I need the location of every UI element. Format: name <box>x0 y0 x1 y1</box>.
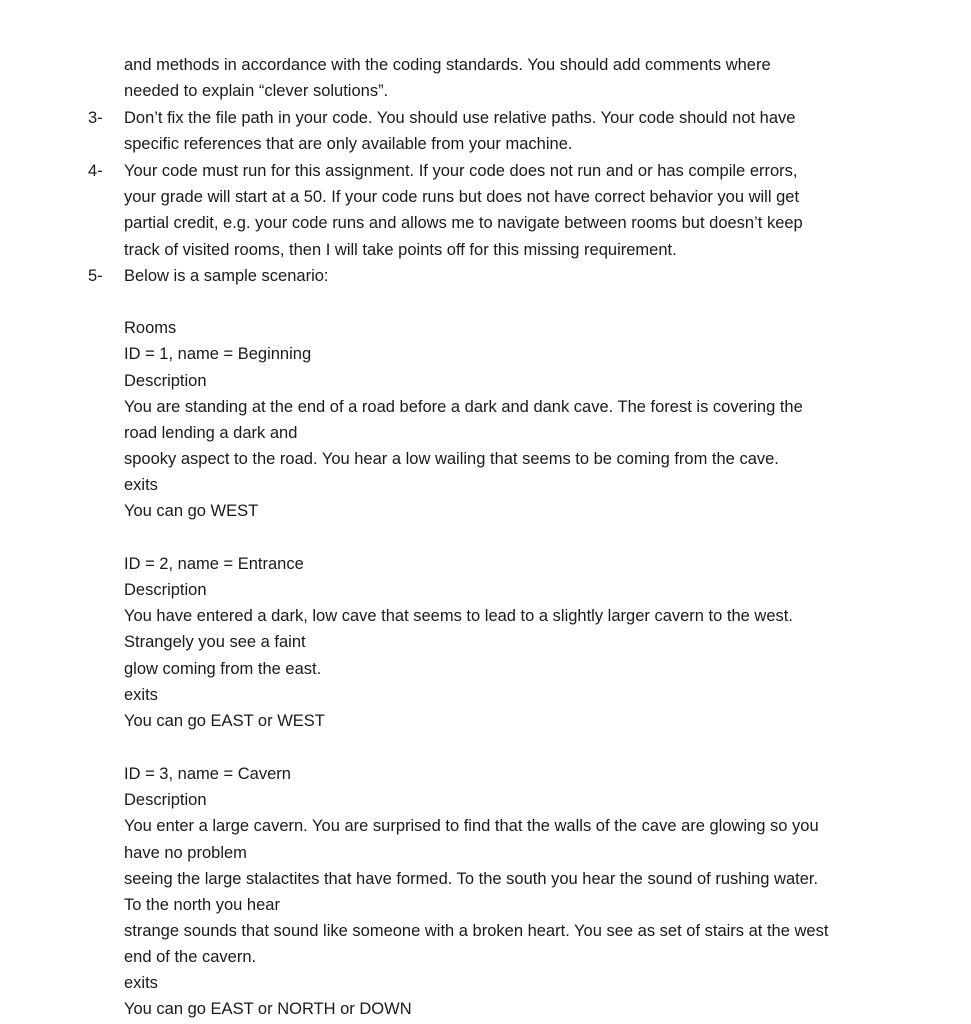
room2-description-label: Description <box>124 581 207 599</box>
room2-exits-label: exits <box>124 686 158 704</box>
room3-description-label: Description <box>124 791 207 809</box>
room1-description-line-2: road lending a dark and <box>124 424 298 442</box>
room2-id-line: ID = 2, name = Entrance <box>124 555 304 573</box>
list-number-4: 4- <box>88 162 103 180</box>
room3-description-line-6: end of the cavern. <box>124 948 257 966</box>
room1-id-line: ID = 1, name = Beginning <box>124 345 312 363</box>
room3-exits-label: exits <box>124 974 158 992</box>
rooms-heading: Rooms <box>124 319 177 337</box>
list-number-3: 3- <box>88 109 103 127</box>
room2-description-line-3: glow coming from the east. <box>124 660 322 678</box>
room1-description-line-3: spooky aspect to the road. You hear a low wailing that seems to be coming from the cave. <box>124 450 779 468</box>
room1-exits-text: You can go WEST <box>124 502 259 520</box>
room3-id-line: ID = 3, name = Cavern <box>124 765 291 783</box>
room3-description-line-2: have no problem <box>124 844 247 862</box>
room3-description-line-1: You enter a large cavern. You are surprised to find that the walls of the cave are glowing so you <box>124 817 819 835</box>
intro-line-1: and methods in accordance with the coding standards. You should add comments where <box>124 56 771 74</box>
room3-description-line-5: strange sounds that sound like someone with a broken heart. You see as set of stairs at the west <box>124 922 829 940</box>
list-number-5: 5- <box>88 267 103 285</box>
intro-line-2: needed to explain “clever solutions”. <box>124 82 389 100</box>
room2-description-line-2: Strangely you see a faint <box>124 633 306 651</box>
item3-line-2: specific references that are only available from your machine. <box>124 135 573 153</box>
item4-line-2: your grade will start at a 50. If your code runs but does not have correct behavior you will get <box>124 188 800 206</box>
room3-description-line-3: seeing the large stalactites that have formed. To the south you hear the sound of rushing water. <box>124 870 819 888</box>
room3-description-line-4: To the north you hear <box>124 896 280 914</box>
item5-line-1: Below is a sample scenario: <box>124 267 329 285</box>
room3-exits-text: You can go EAST or NORTH or DOWN <box>124 1000 412 1018</box>
room1-description-line-1: You are standing at the end of a road before a dark and dank cave. The forest is covering the <box>124 398 803 416</box>
room2-description-line-1: You have entered a dark, low cave that seems to lead to a slightly larger cavern to the west. <box>124 607 793 625</box>
item4-line-3: partial credit, e.g. your code runs and allows me to navigate between rooms but doesn’t keep <box>124 214 803 232</box>
room2-exits-text: You can go EAST or WEST <box>124 712 325 730</box>
room1-exits-label: exits <box>124 476 158 494</box>
item3-line-1: Don’t fix the file path in your code. You should use relative paths. Your code should not have <box>124 109 796 127</box>
item4-line-4: track of visited rooms, then I will take points off for this missing requirement. <box>124 241 677 259</box>
item4-line-1: Your code must run for this assignment. If your code does not run and or has compile errors, <box>124 162 798 180</box>
room1-description-label: Description <box>124 372 207 390</box>
